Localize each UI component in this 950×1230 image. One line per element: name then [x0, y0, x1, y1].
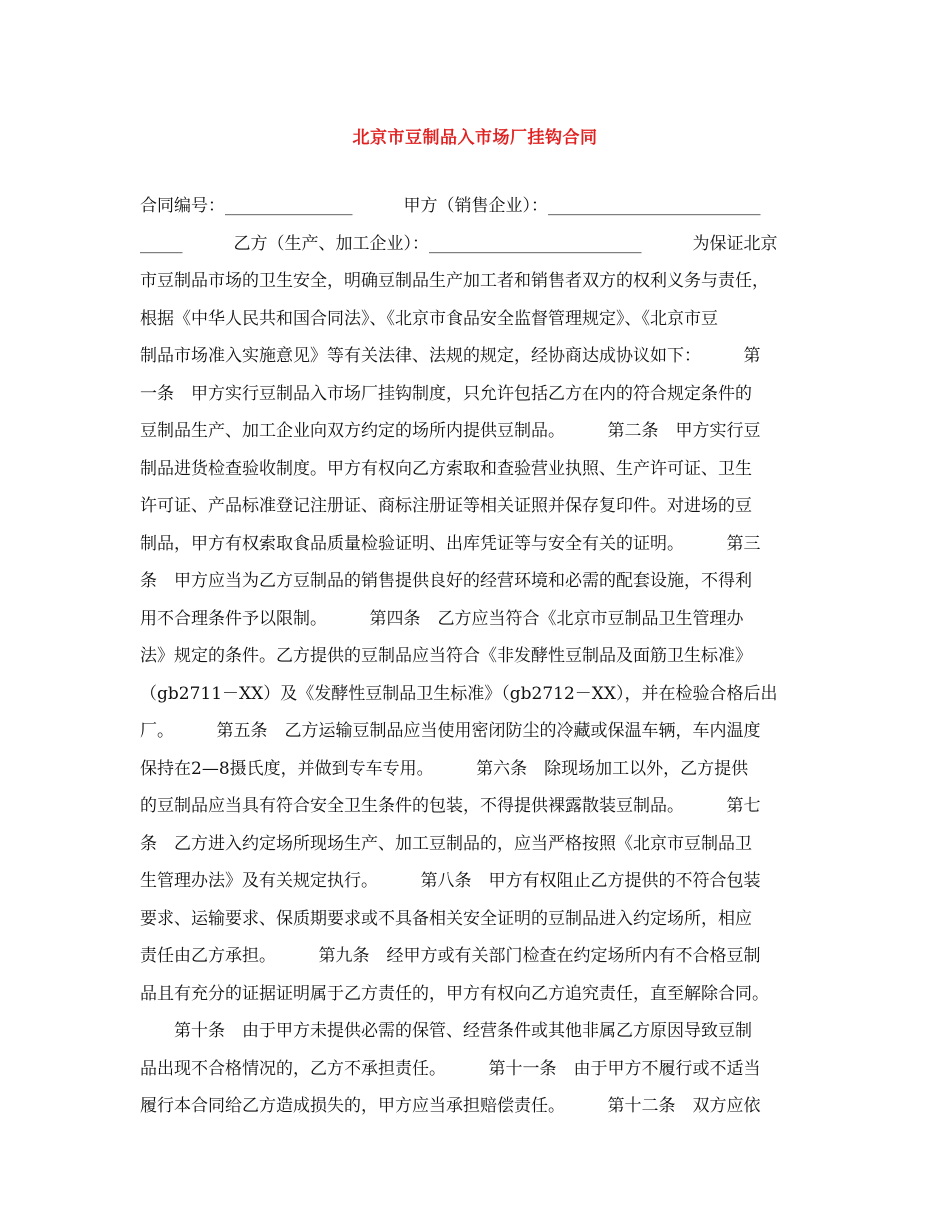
text-line: 第十条 由于甲方未提供必需的保管、经营条件或其他非属乙方原因导致豆制 — [140, 1021, 752, 1041]
text-line: 一条 甲方实行豆制品入市场厂挂钩制度，只允许包括乙方在内的符合规定条件的 — [140, 383, 752, 404]
text-line: 条 乙方进入约定场所现场生产、加工豆制品的，应当严格按照《北京市豆制品卫 — [140, 833, 752, 854]
text-line: 根据《中华人民共和国合同法》、《北京市食品安全监督管理规定》、《北京市豆 — [140, 308, 718, 329]
text-line: 要求、运输要求、保质期要求或不具备相关安全证明的豆制品进入约定场所，相应 — [140, 908, 752, 929]
text-line: （gb2711－XX）及《发酵性豆制品卫生标准》（gb2712－XX），并在检验合格后出 — [140, 683, 778, 704]
text-line: 品出现不合格情况的，乙方不承担责任。 第十一条 由于甲方不履行或不适当 — [140, 1058, 761, 1079]
text-line: 许可证、产品标准登记注册证、商标注册证等相关证照并保存复印件。对进场的豆 — [140, 496, 752, 516]
text-line: 制品进货检查验收制度。甲方有权向乙方索取和查验营业执照、生产许可证、卫生 — [140, 458, 752, 479]
text-line: 责任由乙方承担。 第九条 经甲方或有关部门检查在约定场所内有不合格豆制 — [140, 946, 761, 966]
text-line: 履行本合同给乙方造成损失的，甲方应当承担赔偿责任。 第十二条 双方应依 — [140, 1096, 761, 1116]
text-line: 保持在2—8摄氏度，并做到专车专用。 第六条 除现场加工以外，乙方提供 — [140, 758, 749, 779]
text-line: _____ 乙方（生产、加工企业）：_________________________ 为保证北京 — [140, 233, 778, 254]
text-line: 生管理办法》及有关规定执行。 第八条 甲方有权阻止乙方提供的不符合包装 — [140, 871, 761, 891]
text-line: 法》规定的条件。乙方提供的豆制品应当符合《非发酵性豆制品及面筋卫生标准》 — [140, 646, 752, 666]
text-line: 市豆制品市场的卫生安全，明确豆制品生产加工者和销售者双方的权利义务与责任， — [140, 271, 769, 291]
contract-body — [140, 188, 815, 1126]
text-line: 豆制品生产、加工企业向双方约定的场所内提供豆制品。 第二条 甲方实行豆 — [140, 421, 761, 441]
text-line: 品且有充分的证据证明属于乙方责任的，甲方有权向乙方追究责任，直至解除合同。 — [140, 983, 769, 1004]
text-line: 合同编号：_______________ 甲方（销售企业）：_________________________ — [140, 196, 761, 216]
text-line: 制品市场准入实施意见》等有关法律、法规的规定，经协商达成协议如下： 第 — [140, 346, 761, 366]
text-line: 制品，甲方有权索取食品质量检验证明、出库凭证等与安全有关的证明。 第三 — [140, 533, 761, 554]
text-line: 厂。 第五条 乙方运输豆制品应当使用密闭防尘的冷藏或保温车辆，车内温度 — [140, 721, 761, 741]
document-title: 北京市豆制品入市场厂挂钩合同 — [352, 128, 598, 148]
text-line: 的豆制品应当具有符合安全卫生条件的包装，不得提供裸露散装豆制品。 第七 — [140, 796, 761, 816]
text-line: 用不合理条件予以限制。 第四条 乙方应当符合《北京市豆制品卫生管理办 — [140, 608, 744, 629]
text-line: 条 甲方应当为乙方豆制品的销售提供良好的经营环境和必需的配套设施，不得利 — [140, 571, 752, 591]
